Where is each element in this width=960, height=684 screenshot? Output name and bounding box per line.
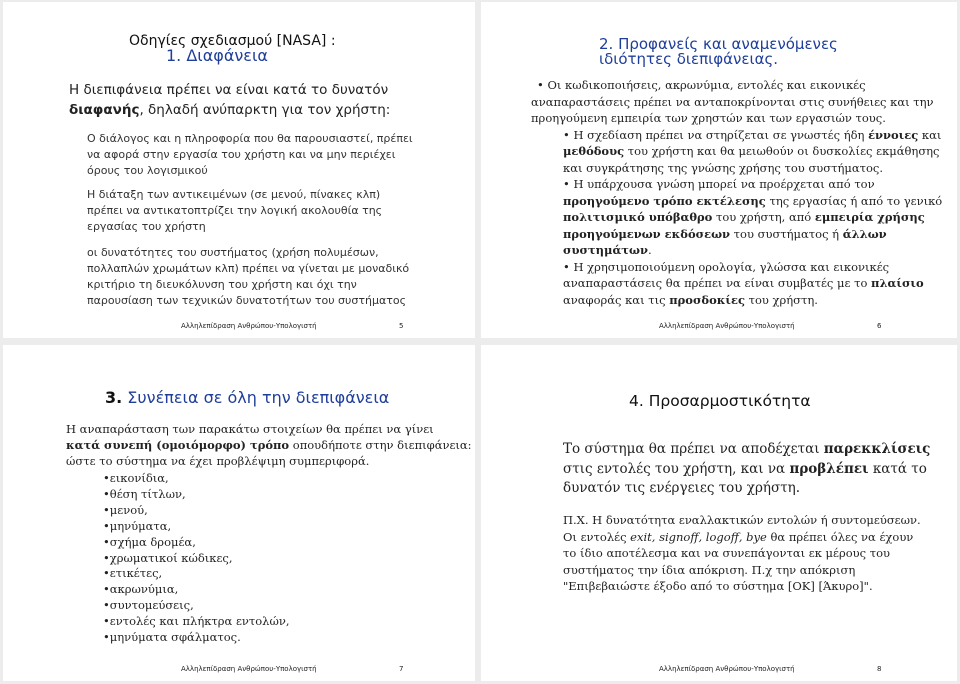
list-item: •εικονίδια, bbox=[103, 471, 169, 485]
intro-text bbox=[69, 80, 390, 120]
p3-bold: συστημάτων bbox=[563, 243, 648, 257]
slide-title: 1. Διαφάνεια bbox=[166, 46, 268, 65]
title-line-1: 2. Προφανείς και αναμενόμενες bbox=[599, 35, 838, 53]
p4-line-2 bbox=[563, 275, 942, 292]
bullet-3-line-2: πολλαπλών χρωμάτων κλπ) πρέπει να γίνεται με μοναδικό bbox=[87, 262, 410, 275]
page-number: 5 bbox=[399, 322, 404, 330]
slide-5 bbox=[3, 2, 475, 338]
p2-text: και bbox=[918, 127, 942, 142]
bullet-2-line-1: Η διάταξη των αντικειμένων (σε μενού, πίνακες κλπ) bbox=[87, 188, 381, 201]
p4-bold: προσδοκίες bbox=[669, 292, 745, 307]
p2-text: θα πρέπει όλες να έχουν bbox=[766, 529, 914, 544]
bullet-2-line-3: εργασίας του χρήστη bbox=[87, 220, 206, 233]
list-item: •χρωματικοί κώδικες, bbox=[103, 550, 233, 565]
p3-bold: άλλων bbox=[842, 226, 887, 241]
bullet-1-line-2: να αφορά στην εργασία του χρήστη και να μην περιέχει bbox=[87, 148, 396, 161]
slide-8 bbox=[481, 345, 957, 681]
intro-rest: , δηλαδή ανύπαρκτη για τον χρήστη: bbox=[139, 102, 391, 118]
p2-bold: έννοιες bbox=[868, 127, 919, 142]
paragraph-2 bbox=[531, 127, 942, 177]
intro-line-1: Η αναπαράσταση των παρακάτω στοιχείων θα πρέπει να γίνει bbox=[66, 422, 434, 436]
p2-text: • Η σχεδίαση πρέπει να στηρίζεται σε γνωστές ήδη bbox=[563, 127, 869, 142]
p2-text: Οι εντολές bbox=[563, 529, 631, 544]
slide-body bbox=[531, 77, 942, 308]
p3-bold: προηγούμενων εκδόσεων bbox=[563, 226, 731, 241]
element-list bbox=[103, 471, 290, 646]
list-item: •θέση τίτλων, bbox=[103, 486, 186, 501]
p4-text: αναφοράς και τις bbox=[563, 292, 670, 307]
intro-bold: διαφανής bbox=[69, 102, 140, 118]
bullet-1-line-1: Ο διάλογος και η πληροφορία που θα παρουσιαστεί, πρέπει bbox=[87, 132, 413, 145]
p4-line-1: • Η χρησιμοποιούμενη ορολογία, γλώσσα και εικονικές bbox=[563, 259, 890, 274]
list-item: •σχήμα δρομέα, bbox=[103, 534, 196, 549]
bullet-2-line-2: πρέπει να αντικατοπτρίζει την λογική ακολουθία της bbox=[87, 204, 383, 217]
p2-line-1: Π.Χ. Η δυνατότητα εναλλακτικών εντολών ή συντομεύσεων. bbox=[563, 513, 921, 527]
list-item: •ετικέτες, bbox=[103, 566, 163, 581]
p2-text: του χρήστη και θα μειωθούν οι δυσκολίες εκμάθησης bbox=[624, 144, 940, 158]
title-text: Συνέπεια σε όλη την διεπιφάνεια bbox=[122, 388, 390, 407]
p1-text: Το σύστημα θα πρέπει να αποδέχεται bbox=[563, 441, 824, 457]
list-item: •μενού, bbox=[103, 502, 148, 517]
p2-line-4: συστήματος την ίδια απόκριση. Π.χ την απόκριση bbox=[563, 562, 856, 577]
p4-text: αναπαραστάσεις θα πρέπει να είναι συμβατές με το bbox=[563, 276, 872, 290]
intro-text bbox=[66, 421, 472, 469]
p1-text: στις εντολές του χρήστη, και να bbox=[563, 460, 790, 477]
page-number: 8 bbox=[877, 665, 882, 673]
bullet-3-line-4: παρουσίαση των τεχνικών δυνατοτήτων του συστήματος bbox=[87, 294, 407, 307]
p4-line-3 bbox=[563, 292, 942, 309]
intro-line-1: Η διεπιφάνεια πρέπει να είναι κατά το δυνατόν bbox=[69, 82, 389, 98]
p2-italic: exit, signoff, logoff, bye bbox=[630, 529, 767, 544]
p3-bold: πολιτισμικό υπόβαθρο bbox=[563, 210, 713, 224]
page-number: 7 bbox=[399, 665, 404, 673]
p2-line-3: και συγκράτησης της γνώσης χρήσης του συστήματος. bbox=[563, 160, 884, 175]
intro-bold: κατά συνεπή (ομοιόμορφο) τρόπο bbox=[66, 438, 290, 452]
slide-footer bbox=[181, 322, 421, 330]
p1-bold: παρεκκλίσεις bbox=[823, 441, 931, 457]
slide-footer bbox=[181, 665, 421, 673]
p3-text: της εργασίας ή από το γενικό bbox=[765, 193, 943, 208]
p3-line-4 bbox=[563, 226, 942, 243]
footer-text: Αλληλεπίδραση Ανθρώπου-Υπολογιστή bbox=[659, 322, 795, 330]
intro-rest: οπουδήποτε στην διεπιφάνεια: bbox=[289, 438, 472, 452]
paragraph-3 bbox=[531, 176, 942, 259]
p3-line-1: • Η υπάρχουσα γνώση μπορεί να προέρχεται από τον bbox=[563, 177, 875, 191]
paragraph-4 bbox=[531, 259, 942, 309]
p1-line-3: προηγούμενη εμπειρία των χρηστών και των εργασιών τους. bbox=[531, 111, 886, 125]
list-item: •ακρωνύμια, bbox=[103, 582, 179, 597]
slide-footer bbox=[659, 665, 899, 673]
bullet-1 bbox=[87, 131, 413, 179]
title-line-2: ιδιότητες διεπιφάνειας. bbox=[599, 50, 779, 68]
paragraph-1 bbox=[531, 77, 942, 127]
bullet-list bbox=[87, 131, 413, 309]
p2-line-3: το ίδιο αποτέλεσμα και να συνεπάγονται εκ μέρους του bbox=[563, 546, 891, 560]
p1-text: κατά το bbox=[868, 460, 927, 477]
p1-line-1: • Οι κωδικοποιήσεις, ακρωνύμια, εντολές και εικονικές bbox=[537, 78, 866, 92]
slide-header: Οδηγίες σχεδιασμού [NASA] : bbox=[129, 33, 336, 49]
bullet-1-line-3: όρους του λογισμικού bbox=[87, 164, 208, 177]
bullet-3 bbox=[87, 245, 413, 309]
bullet-2 bbox=[87, 187, 413, 235]
list-item: •μηνύματα, bbox=[103, 518, 172, 533]
p2-line-2 bbox=[563, 529, 921, 546]
footer-text: Αλληλεπίδραση Ανθρώπου-Υπολογιστή bbox=[659, 665, 795, 673]
p4-text: του χρήστη. bbox=[744, 292, 818, 307]
p3-line-3 bbox=[563, 209, 942, 226]
p3-line-5 bbox=[563, 242, 942, 259]
p3-text: του συστήματος ή bbox=[730, 226, 843, 241]
paragraph-1 bbox=[563, 440, 930, 499]
p3-text: του χρήστη, από bbox=[712, 210, 815, 224]
bullet-3-line-3: κριτήριο τη διευκόλυνση του χρήστη και όχι την bbox=[87, 278, 357, 291]
p2-line-5: "Επιβεβαιώστε έξοδο από το σύστημα [OK] [Άκυρο]". bbox=[563, 579, 873, 593]
title-number: 3. bbox=[105, 388, 123, 407]
p1-line-3: δυνατόν τις ενέργειες του χρήστη. bbox=[563, 480, 801, 496]
footer-text: Αλληλεπίδραση Ανθρώπου-Υπολογιστή bbox=[181, 665, 317, 673]
list-item: •συντομεύσεις, bbox=[103, 598, 194, 613]
p2-line-1 bbox=[563, 127, 942, 144]
p1-line-1 bbox=[563, 440, 930, 460]
p4-bold: πλαίσιο bbox=[871, 276, 924, 290]
list-item: •μηνύματα σφάλματος. bbox=[103, 630, 241, 645]
bullet-3-line-1: οι δυνατότητες του συστήματος (χρήση πολυμέσων, bbox=[87, 246, 379, 259]
list-item: •εντολές και πλήκτρα εντολών, bbox=[103, 614, 290, 629]
p1-line-2 bbox=[563, 460, 930, 480]
p2-bold: μεθόδους bbox=[563, 144, 625, 158]
p3-text: . bbox=[647, 243, 652, 257]
p1-line-2: αναπαραστάσεις πρέπει να ανταποκρίνονται στις συνήθειες και την bbox=[531, 94, 934, 109]
p3-bold: εμπειρία χρήσης bbox=[814, 210, 925, 224]
p3-line-2 bbox=[563, 193, 942, 210]
intro-line-2 bbox=[69, 100, 390, 120]
slide-title bbox=[105, 388, 389, 407]
footer-text: Αλληλεπίδραση Ανθρώπου-Υπολογιστή bbox=[181, 322, 317, 330]
slide-footer bbox=[659, 322, 899, 330]
intro-line-3: ώστε το σύστημα να έχει προβλέψιμη συμπεριφορά. bbox=[66, 454, 370, 468]
page-number: 6 bbox=[877, 322, 882, 330]
p1-bold: προβλέπει bbox=[789, 460, 869, 477]
slide-title bbox=[599, 37, 838, 67]
p3-bold: προηγούμενο τρόπο εκτέλεσης bbox=[563, 193, 766, 208]
p2-line-2 bbox=[563, 143, 942, 160]
intro-line-2 bbox=[66, 437, 472, 453]
slide-title: 4. Προσαρμοστικότητα bbox=[629, 392, 811, 410]
paragraph-2 bbox=[563, 512, 921, 595]
slide-7 bbox=[3, 345, 475, 681]
slide-6 bbox=[481, 2, 957, 338]
